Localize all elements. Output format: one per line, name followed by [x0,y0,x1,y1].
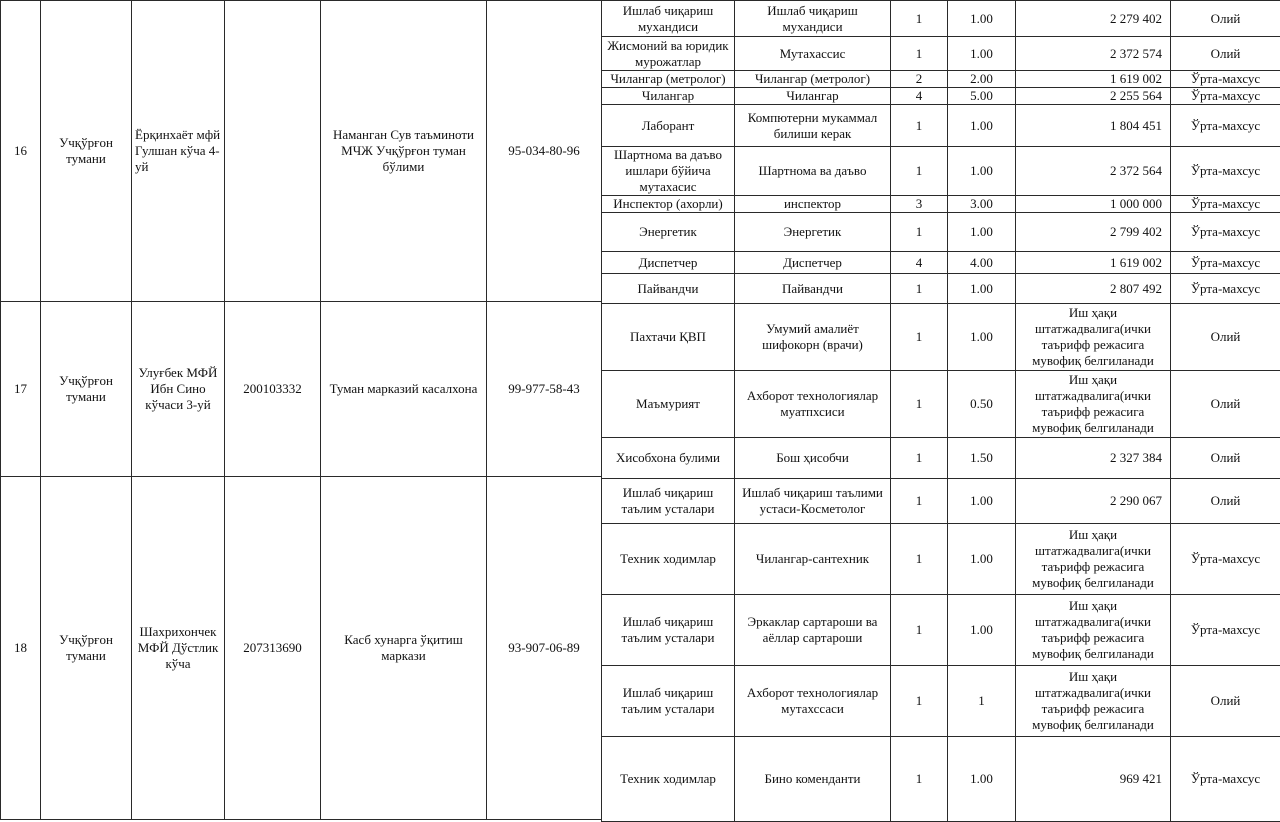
education-cell: Олий [1171,666,1280,737]
education-cell: Ўрта-махсус [1171,147,1280,196]
department-cell: Маъмурият [602,371,735,438]
department-cell: Ишлаб чиқариш таълим усталари [602,595,735,666]
education-cell: Ўрта-махсус [1171,252,1280,274]
rate-cell: 1 [948,666,1016,737]
salary-cell: 2 255 564 [1016,88,1171,105]
rate-cell: 3.00 [948,196,1016,213]
count-cell: 1 [891,595,948,666]
count-cell: 4 [891,88,948,105]
position-cell: Пайвандчи [735,274,891,304]
vacancy-row [602,1,1280,37]
organization-cell: Касб хунарга ўқитиш маркази [321,477,487,820]
position-cell: Компютерни мукаммал билиши керак [735,105,891,147]
department-cell: Жисмоний ва юридик мурожатлар [602,37,735,71]
phone-cell: 93-907-06-89 [487,477,602,820]
position-cell: Ишлаб чиқариш мухандиси [735,1,891,37]
position-cell: Диспетчер [735,252,891,274]
address-cell: Ёрқинхаёт мфй Гулшан кўча 4-уй [132,1,225,302]
department-cell: Ишлаб чиқариш таълим усталари [602,479,735,524]
salary-cell: 2 279 402 [1016,1,1171,37]
salary-cell: 2 799 402 [1016,213,1171,252]
department-cell: Пахтачи ҚВП [602,304,735,371]
department-cell: Инспектор (ахорли) [602,196,735,213]
vacancy-row [602,196,1280,213]
district-cell: Учқўрғон тумани [41,477,132,820]
rate-cell: 1.00 [948,737,1016,822]
count-cell: 1 [891,37,948,71]
count-cell: 1 [891,1,948,37]
salary-cell: 1 619 002 [1016,252,1171,274]
department-cell: Техник ходимлар [602,524,735,595]
inn-cell: 207313690 [225,477,321,820]
count-cell: 1 [891,438,948,479]
education-cell: Ўрта-махсус [1171,105,1280,147]
position-cell: Бино коменданти [735,737,891,822]
rate-cell: 1.00 [948,213,1016,252]
education-cell: Олий [1171,1,1280,37]
district-cell: Учқўрғон тумани [41,302,132,477]
position-cell: Мутахассис [735,37,891,71]
position-cell: Бош ҳисобчи [735,438,891,479]
vacancy-row [602,147,1280,196]
education-cell: Ўрта-махсус [1171,213,1280,252]
education-cell: Ўрта-махсус [1171,71,1280,88]
position-cell: Энергетик [735,213,891,252]
position-cell: инспектор [735,196,891,213]
rate-cell: 1.00 [948,147,1016,196]
count-cell: 1 [891,105,948,147]
education-cell: Ўрта-махсус [1171,524,1280,595]
count-cell: 2 [891,71,948,88]
org-row-17 [1,302,602,477]
count-cell: 1 [891,304,948,371]
salary-cell: Иш ҳақи штатжадвалига(ички таърифф режасига мувофиқ белгиланади [1016,304,1171,371]
vacancy-row [602,71,1280,88]
department-cell: Чилангар (метролог) [602,71,735,88]
count-cell: 1 [891,666,948,737]
phone-cell: 95-034-80-96 [487,1,602,302]
education-cell: Ўрта-махсус [1171,737,1280,822]
position-cell: Шартнома ва даъво [735,147,891,196]
count-cell: 1 [891,147,948,196]
row-number: 16 [1,1,41,302]
address-cell: Улуғбек МФЙ Ибн Сино кўчаси 3-уй [132,302,225,477]
inn-cell: 200103332 [225,302,321,477]
vacancy-row [602,274,1280,304]
count-cell: 1 [891,524,948,595]
rate-cell: 0.50 [948,371,1016,438]
org-row-16 [1,1,602,302]
position-cell: Эркаклар сартароши ва аёллар сартароши [735,595,891,666]
department-cell: Шартнома ва даъво ишлари бўйича мутахасис [602,147,735,196]
department-cell: Техник ходимлар [602,737,735,822]
vacancy-row [602,304,1280,371]
salary-cell: 2 372 574 [1016,37,1171,71]
address-cell: Шахрихончек МФЙ Дўстлик кўча [132,477,225,820]
rate-cell: 1.00 [948,304,1016,371]
position-cell: Ахборот технологиялар муатпхсиси [735,371,891,438]
position-cell: Умумий амалиёт шифокорн (врачи) [735,304,891,371]
education-cell: Олий [1171,37,1280,71]
education-cell: Ўрта-махсус [1171,88,1280,105]
department-cell: Ишлаб чиқариш мухандиси [602,1,735,37]
organization-cell: Туман марказий касалхона [321,302,487,477]
row-number: 17 [1,302,41,477]
count-cell: 1 [891,737,948,822]
rate-cell: 5.00 [948,88,1016,105]
rate-cell: 4.00 [948,252,1016,274]
salary-cell: Иш ҳақи штатжадвалига(ички таърифф режасига мувофиқ белгиланади [1016,524,1171,595]
organization-cell: Наманган Сув таъминоти МЧЖ Учқўрғон туман бўлими [321,1,487,302]
salary-cell: 2 327 384 [1016,438,1171,479]
education-cell: Ўрта-махсус [1171,196,1280,213]
rate-cell: 1.00 [948,105,1016,147]
position-cell: Чилангар (метролог) [735,71,891,88]
rate-cell: 1.00 [948,37,1016,71]
salary-cell: 2 807 492 [1016,274,1171,304]
rate-cell: 1.00 [948,524,1016,595]
vacancy-row [602,524,1280,595]
phone-cell: 99-977-58-43 [487,302,602,477]
department-cell: Энергетик [602,213,735,252]
department-cell: Чилангар [602,88,735,105]
vacancy-row [602,479,1280,524]
position-cell: Чилангар-сантехник [735,524,891,595]
vacancy-row [602,252,1280,274]
vacancy-row [602,213,1280,252]
salary-cell: 2 372 564 [1016,147,1171,196]
salary-cell: 1 000 000 [1016,196,1171,213]
salary-cell: 969 421 [1016,737,1171,822]
count-cell: 1 [891,213,948,252]
rate-cell: 2.00 [948,71,1016,88]
department-cell: Пайвандчи [602,274,735,304]
education-cell: Олий [1171,479,1280,524]
vacancy-row [602,105,1280,147]
vacancy-row [602,737,1280,822]
vacancy-row [602,371,1280,438]
department-cell: Ишлаб чиқариш таълим усталари [602,666,735,737]
vacancy-row [602,438,1280,479]
department-cell: Диспетчер [602,252,735,274]
position-cell: Чилангар [735,88,891,105]
position-cell: Ахборот технологиялар мутахссаси [735,666,891,737]
org-row-18 [1,477,602,820]
vacancy-row [602,666,1280,737]
rate-cell: 1.00 [948,274,1016,304]
district-cell: Учқўрғон тумани [41,1,132,302]
rate-cell: 1.00 [948,1,1016,37]
salary-cell: 2 290 067 [1016,479,1171,524]
education-cell: Олий [1171,304,1280,371]
education-cell: Олий [1171,371,1280,438]
salary-cell: Иш ҳақи штатжадвалига(ички таърифф режасига мувофиқ белгиланади [1016,595,1171,666]
rate-cell: 1.00 [948,595,1016,666]
count-cell: 1 [891,479,948,524]
education-cell: Олий [1171,438,1280,479]
education-cell: Ўрта-махсус [1171,274,1280,304]
department-cell: Хисобхона булими [602,438,735,479]
position-cell: Ишлаб чиқариш таълими устаси-Косметолог [735,479,891,524]
count-cell: 4 [891,252,948,274]
vacancy-row [602,595,1280,666]
vacancy-row [602,88,1280,105]
row-number: 18 [1,477,41,820]
vacancy-table [601,0,1280,822]
salary-cell: 1 619 002 [1016,71,1171,88]
rate-cell: 1.00 [948,479,1016,524]
salary-cell: Иш ҳақи штатжадвалига(ички таърифф режасига мувофиқ белгиланади [1016,371,1171,438]
count-cell: 3 [891,196,948,213]
inn-cell [225,1,321,302]
department-cell: Лаборант [602,105,735,147]
salary-cell: 1 804 451 [1016,105,1171,147]
count-cell: 1 [891,274,948,304]
salary-cell: Иш ҳақи штатжадвалига(ички таърифф режасига мувофиқ белгиланади [1016,666,1171,737]
count-cell: 1 [891,371,948,438]
vacancy-row [602,37,1280,71]
education-cell: Ўрта-махсус [1171,595,1280,666]
organization-table [0,0,602,820]
rate-cell: 1.50 [948,438,1016,479]
